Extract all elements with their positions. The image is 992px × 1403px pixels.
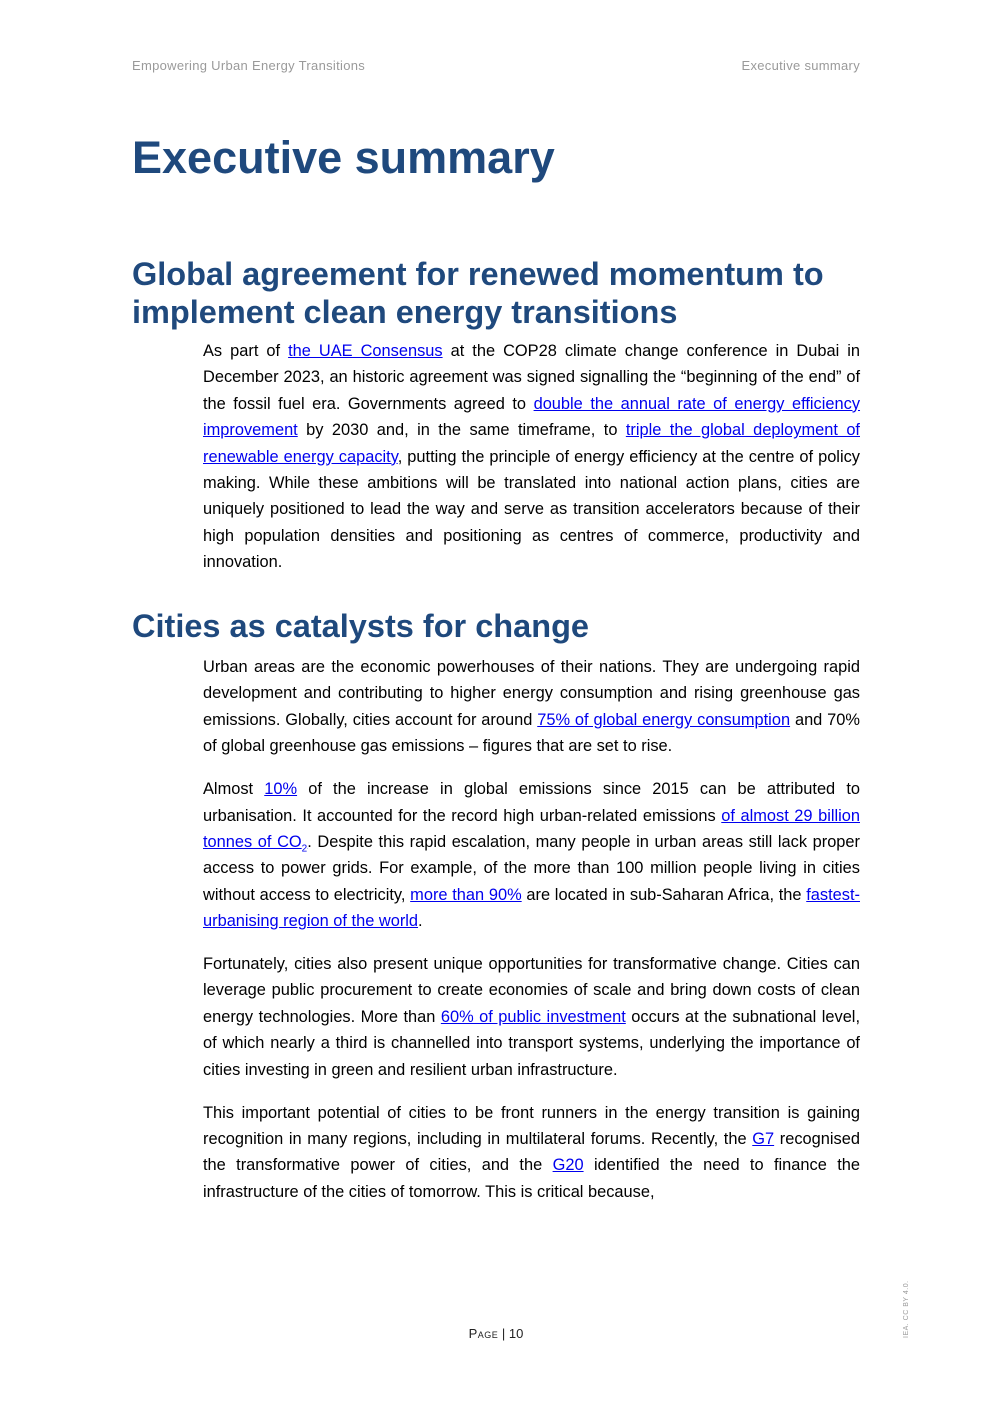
text: . Despite this rapid escalation, many people in urban areas still lack proper access to power grids. For example, of the more than 100 million people living in cities without access to electricity, bbox=[203, 832, 860, 904]
text: , putting the principle of energy efficiency at the centre of policy making. While these ambitions will be translated into national action plans, cities are uniquely positioned to lead the way and serve as transition accelerators because of their high population densities and positioning as centres of commerce, productivity and innovation. bbox=[203, 447, 860, 572]
link-g20[interactable]: G20 bbox=[552, 1156, 584, 1175]
link-g7[interactable]: G7 bbox=[752, 1130, 775, 1148]
link-uae-consensus[interactable]: the UAE Consensus bbox=[288, 342, 443, 360]
link-public-investment[interactable]: 60% of public investment bbox=[440, 1007, 626, 1026]
text: are located in sub-Saharan Africa, the bbox=[521, 885, 807, 904]
text: at the COP28 climate change conference in Dubai in December 2023, an historic agreement was signed signalling the “beginning of the end” of the fossil fuel era. Governments agreed to bbox=[203, 342, 860, 413]
section-heading-global-agreement: Global agreement for renewed momentum to implement clean energy transitions bbox=[132, 256, 824, 330]
page-number: 10 bbox=[508, 1326, 524, 1341]
paragraph bbox=[203, 654, 860, 760]
text: As part of bbox=[203, 342, 289, 360]
link-10-percent[interactable]: 10% bbox=[264, 780, 298, 799]
link-energy-efficiency[interactable]: double the annual rate of energy efficiency improvement bbox=[203, 394, 861, 440]
link-fastest-urbanising-region[interactable]: fastest-urbanising region of the world bbox=[203, 885, 860, 931]
section-body-global-agreement bbox=[203, 338, 860, 592]
link-renewable-capacity[interactable]: triple the global deployment of renewable energy capacity bbox=[203, 421, 860, 466]
text: and 70% of global greenhouse gas emissions – figures that are set to rise. bbox=[203, 710, 860, 756]
section-body-cities-catalysts bbox=[203, 654, 860, 1222]
text: Almost bbox=[203, 780, 265, 799]
link-text: of almost 29 billion tonnes of CO bbox=[203, 806, 860, 851]
running-header-left: Empowering Urban Energy Transitions bbox=[132, 58, 366, 73]
text: . bbox=[418, 912, 423, 931]
text: of the increase in global emissions since 2015 can be attributed to urbanisation. It accounted for the record high urban-related emissions bbox=[203, 780, 860, 825]
text: occurs at the subnational level, of which nearly a third is channelled into transport systems, underlying the importance of cities investing in green and resilient urban infrastructure. bbox=[203, 1007, 861, 1079]
subscript: 2 bbox=[301, 843, 308, 855]
page-footer bbox=[0, 1326, 992, 1341]
link-more-than-90-percent[interactable]: more than 90% bbox=[410, 885, 522, 904]
page-title: Executive summary bbox=[132, 132, 555, 183]
license-credit: IEA. CC BY 4.0. bbox=[903, 1280, 910, 1338]
text: Fortunately, cities also present unique opportunities for transformative change. Cities can leverage public procurement to create economies of scale and bring down costs of clean energy technologies. More than bbox=[203, 955, 860, 1026]
paragraph bbox=[203, 1100, 860, 1206]
section-heading-cities-catalysts: Cities as catalysts for change bbox=[132, 608, 589, 644]
text: recognised the transformative power of cities, and the bbox=[203, 1130, 860, 1175]
paragraph bbox=[203, 951, 860, 1083]
text: Urban areas are the economic powerhouses of their nations. They are undergoing rapid development and contributing to higher energy consumption and rising greenhouse gas emissions. Globally, cities account for around bbox=[203, 658, 860, 729]
page-label: Page bbox=[468, 1326, 499, 1341]
link-global-energy-consumption[interactable]: 75% of global energy consumption bbox=[537, 710, 791, 729]
running-header-right: Executive summary bbox=[741, 58, 860, 73]
paragraph bbox=[203, 338, 860, 576]
text: identified the need to finance the infrastructure of the cities of tomorrow. This is critical because, bbox=[203, 1156, 860, 1201]
page-separator: | bbox=[498, 1326, 509, 1341]
running-header bbox=[132, 58, 860, 73]
text: This important potential of cities to be front runners in the energy transition is gaining recognition in many regions, including in multilateral forums. Recently, the bbox=[203, 1103, 860, 1148]
text: by 2030 and, in the same timeframe, to bbox=[297, 421, 626, 440]
paragraph bbox=[203, 776, 860, 934]
